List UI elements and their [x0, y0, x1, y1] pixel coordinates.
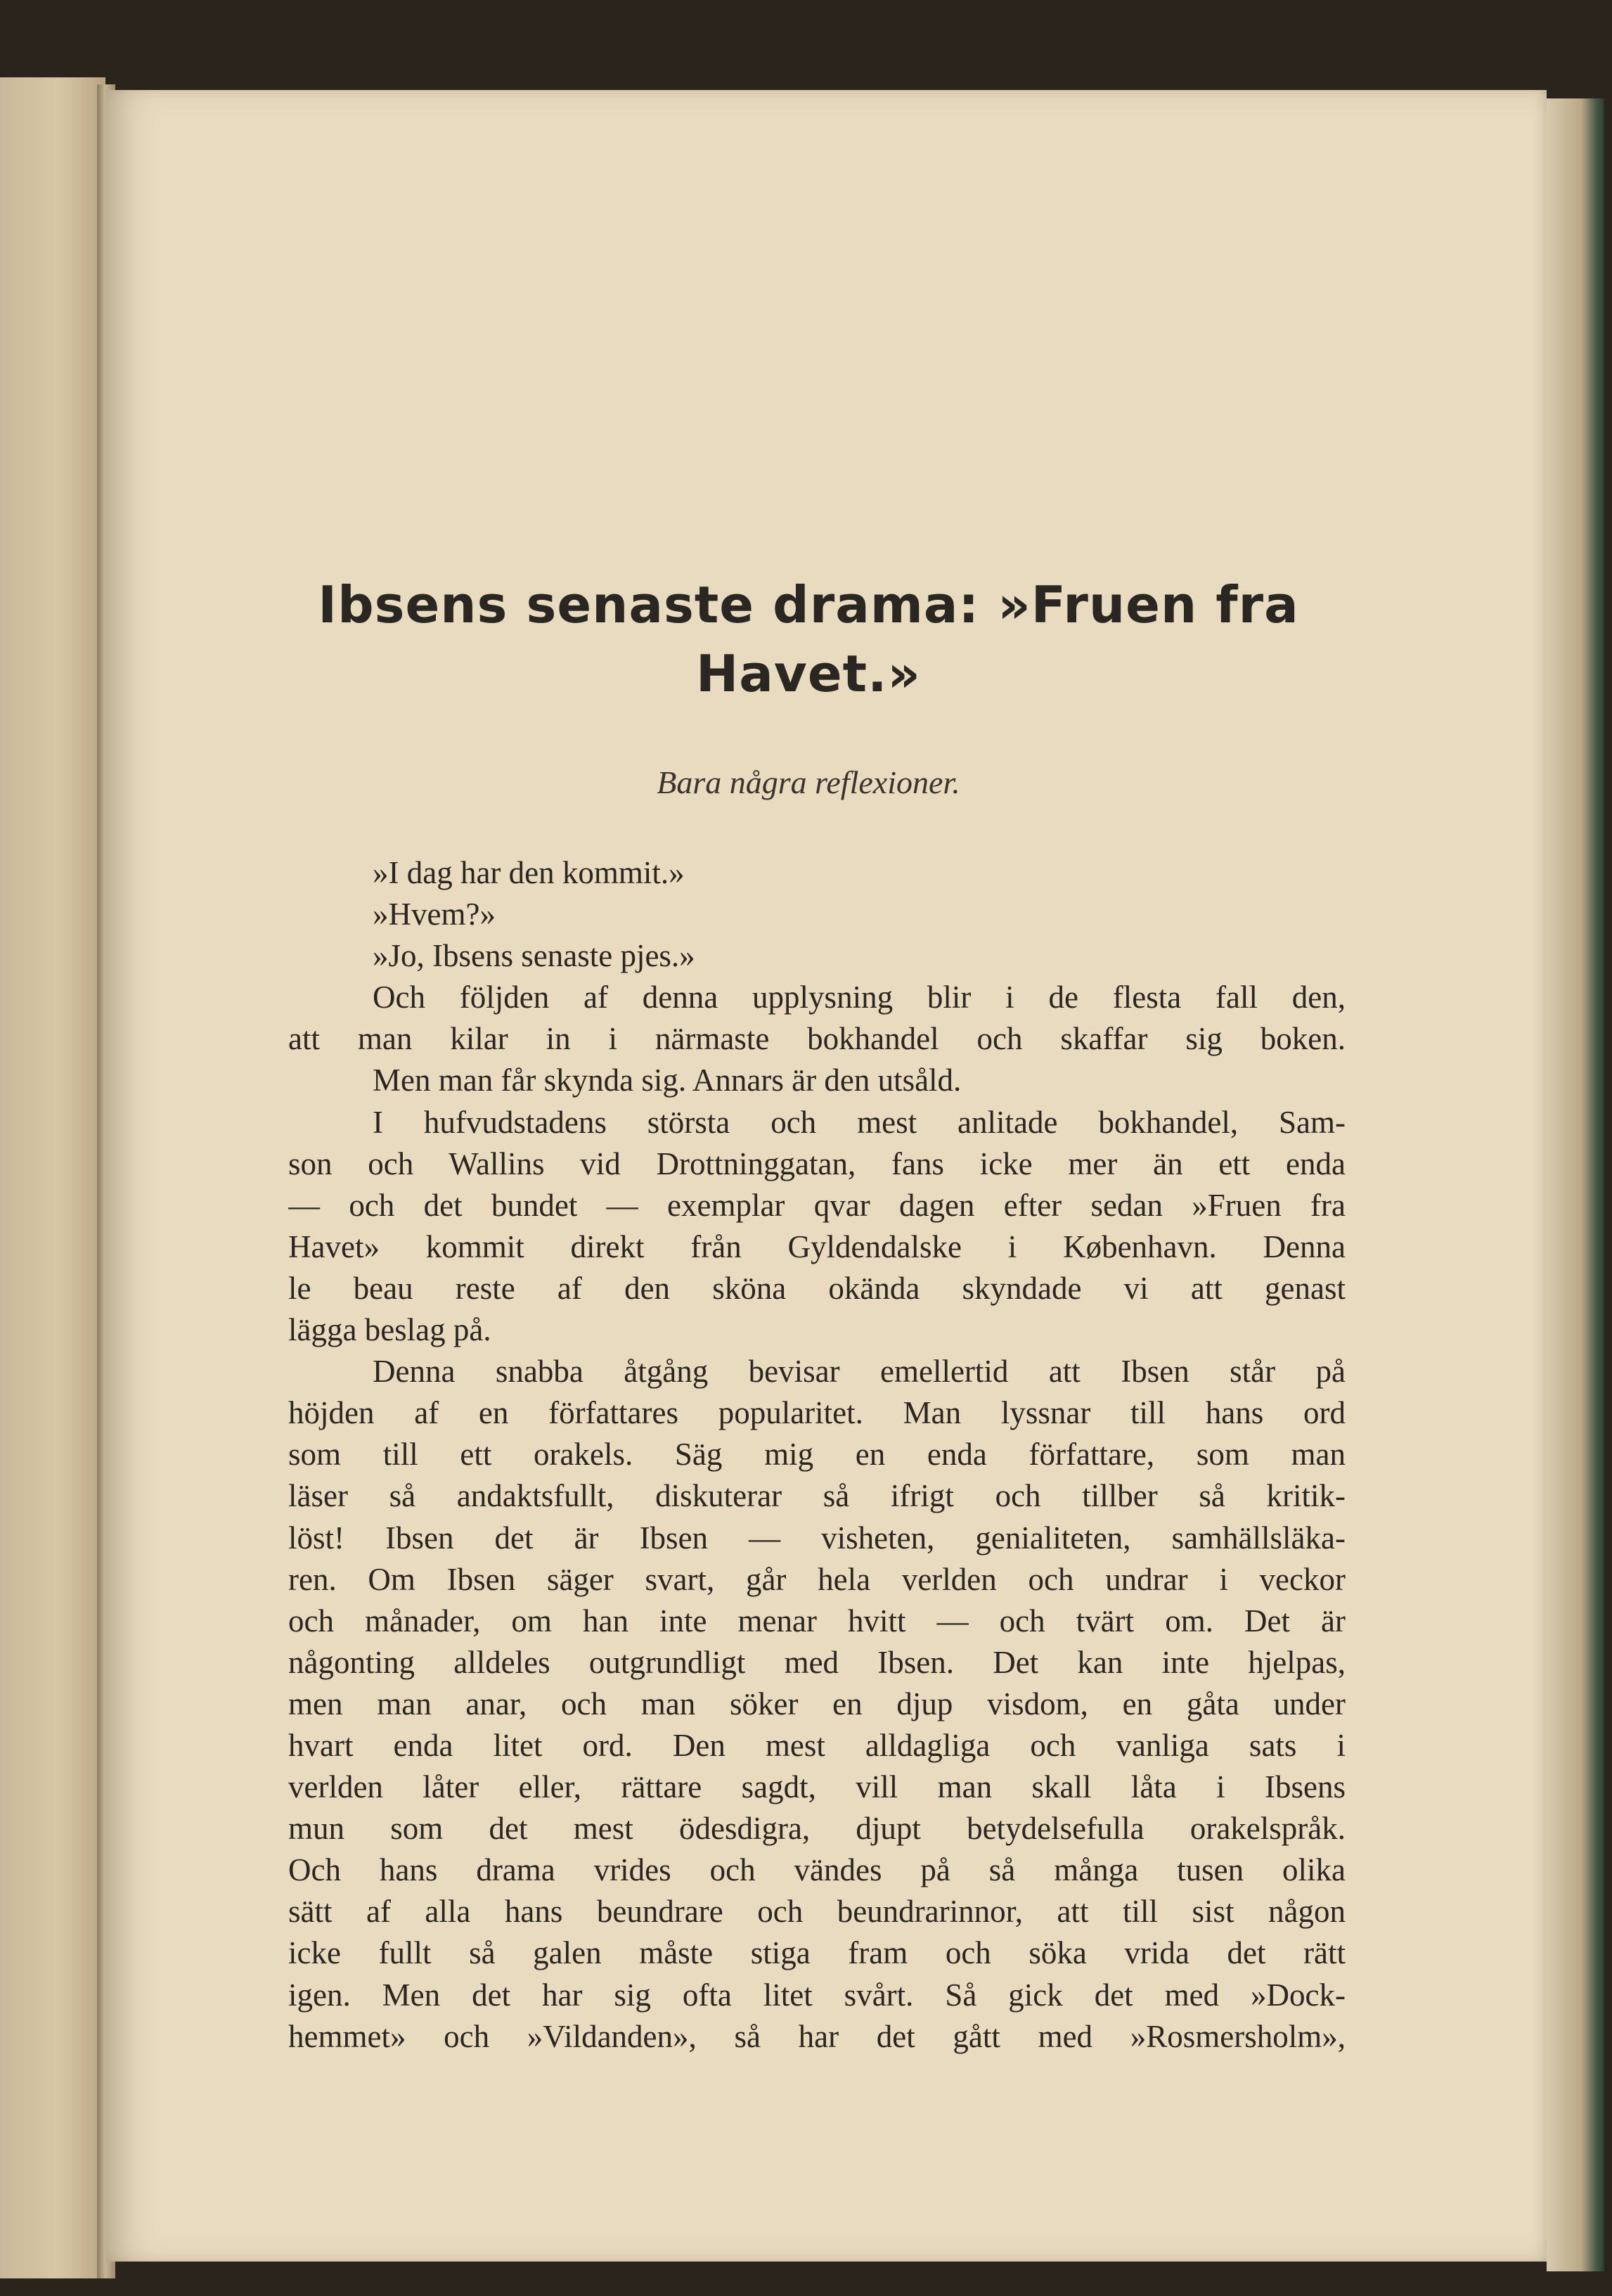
text-line: le beau reste af den sköna okända skyndade vi att genast: [288, 1270, 1346, 1306]
text-line: ren. Om Ibsen säger svart, går hela verlden och undrar i veckor: [288, 1561, 1346, 1597]
text-line: att man kilar in i närmaste bokhandel och skaffar sig boken.: [288, 1021, 1346, 1057]
text-line: I hufvudstadens största och mest anlitade bokhandel, Sam-: [373, 1104, 1346, 1140]
body-text: [288, 852, 1346, 2058]
text-line: Och följden af denna upplysning blir i de flesta fall den,: [373, 980, 1346, 1015]
text-line: Denna snabba åtgång bevisar emellertid att Ibsen står på: [373, 1354, 1346, 1390]
text-line: — och det bundet — exemplar qvar dagen efter sedan »Fruen fra: [288, 1187, 1346, 1223]
text-line: Havet» kommit direkt från Gyldendalske i København. Denna: [288, 1229, 1346, 1264]
text-line: någonting alldeles outgrundligt med Ibsen. Det kan inte hjelpas,: [288, 1644, 1346, 1680]
text-line: icke fullt så galen måste stiga fram och söka vrida det rätt: [288, 1935, 1346, 1971]
text-line: »Hvem?»: [373, 897, 496, 932]
text-line: hvart enda litet ord. Den mest alldagliga och vanliga sats i: [288, 1727, 1346, 1763]
previous-page-edge: [0, 77, 105, 2278]
text-line: Men man får skynda sig. Annars är den utsåld.: [373, 1063, 962, 1098]
text-line: höjden af en författares popularitet. Man lyssnar till hans ord: [288, 1395, 1346, 1431]
text-line: och månader, om han inte menar hvitt — och tvärt om. Det är: [288, 1603, 1346, 1638]
chapter-title-line-1: Ibsens senaste drama: »Fruen fra: [318, 575, 1299, 634]
chapter-subtitle: Bara några reflexioner.: [657, 764, 960, 800]
book-cover-edge: [1547, 98, 1604, 2271]
text-line: »Jo, Ibsens senaste pjes.»: [373, 938, 695, 974]
text-line: »I dag har den kommit.»: [373, 855, 685, 890]
text-line: men man anar, och man söker en djup visdom, en gåta under: [288, 1686, 1346, 1721]
text-line: sätt af alla hans beundrare och beundrarinnor, att till sist någon: [288, 1894, 1346, 1930]
text-line: löst! Ibsen det är Ibsen — visheten, genialiteten, samhällsläka-: [288, 1520, 1346, 1556]
text-line: hemmet» och »Vildanden», så har det gått med »Rosmersholm»,: [288, 2018, 1346, 2054]
text-line: Och hans drama vrides och vändes på så många tusen olika: [288, 1852, 1346, 1888]
text-line: igen. Men det har sig ofta litet svårt. Så gick det med »Dock-: [288, 1977, 1346, 2013]
text-line: verlden låter eller, rättare sagdt, vill man skall låta i Ibsens: [288, 1769, 1346, 1805]
text-line: mun som det mest ödesdigra, djupt betydelsefulla orakelspråk.: [288, 1811, 1346, 1847]
chapter-title-line-2: Havet.»: [696, 644, 921, 703]
text-line: som till ett orakels. Säg mig en enda författare, som man: [288, 1437, 1346, 1473]
text-line: son och Wallins vid Drottninggatan, fans icke mer än ett enda: [288, 1146, 1346, 1181]
text-line: lägga beslag på.: [288, 1312, 491, 1348]
text-line: läser så andaktsfullt, diskuterar så ifrigt och tillber så kritik-: [288, 1478, 1346, 1514]
